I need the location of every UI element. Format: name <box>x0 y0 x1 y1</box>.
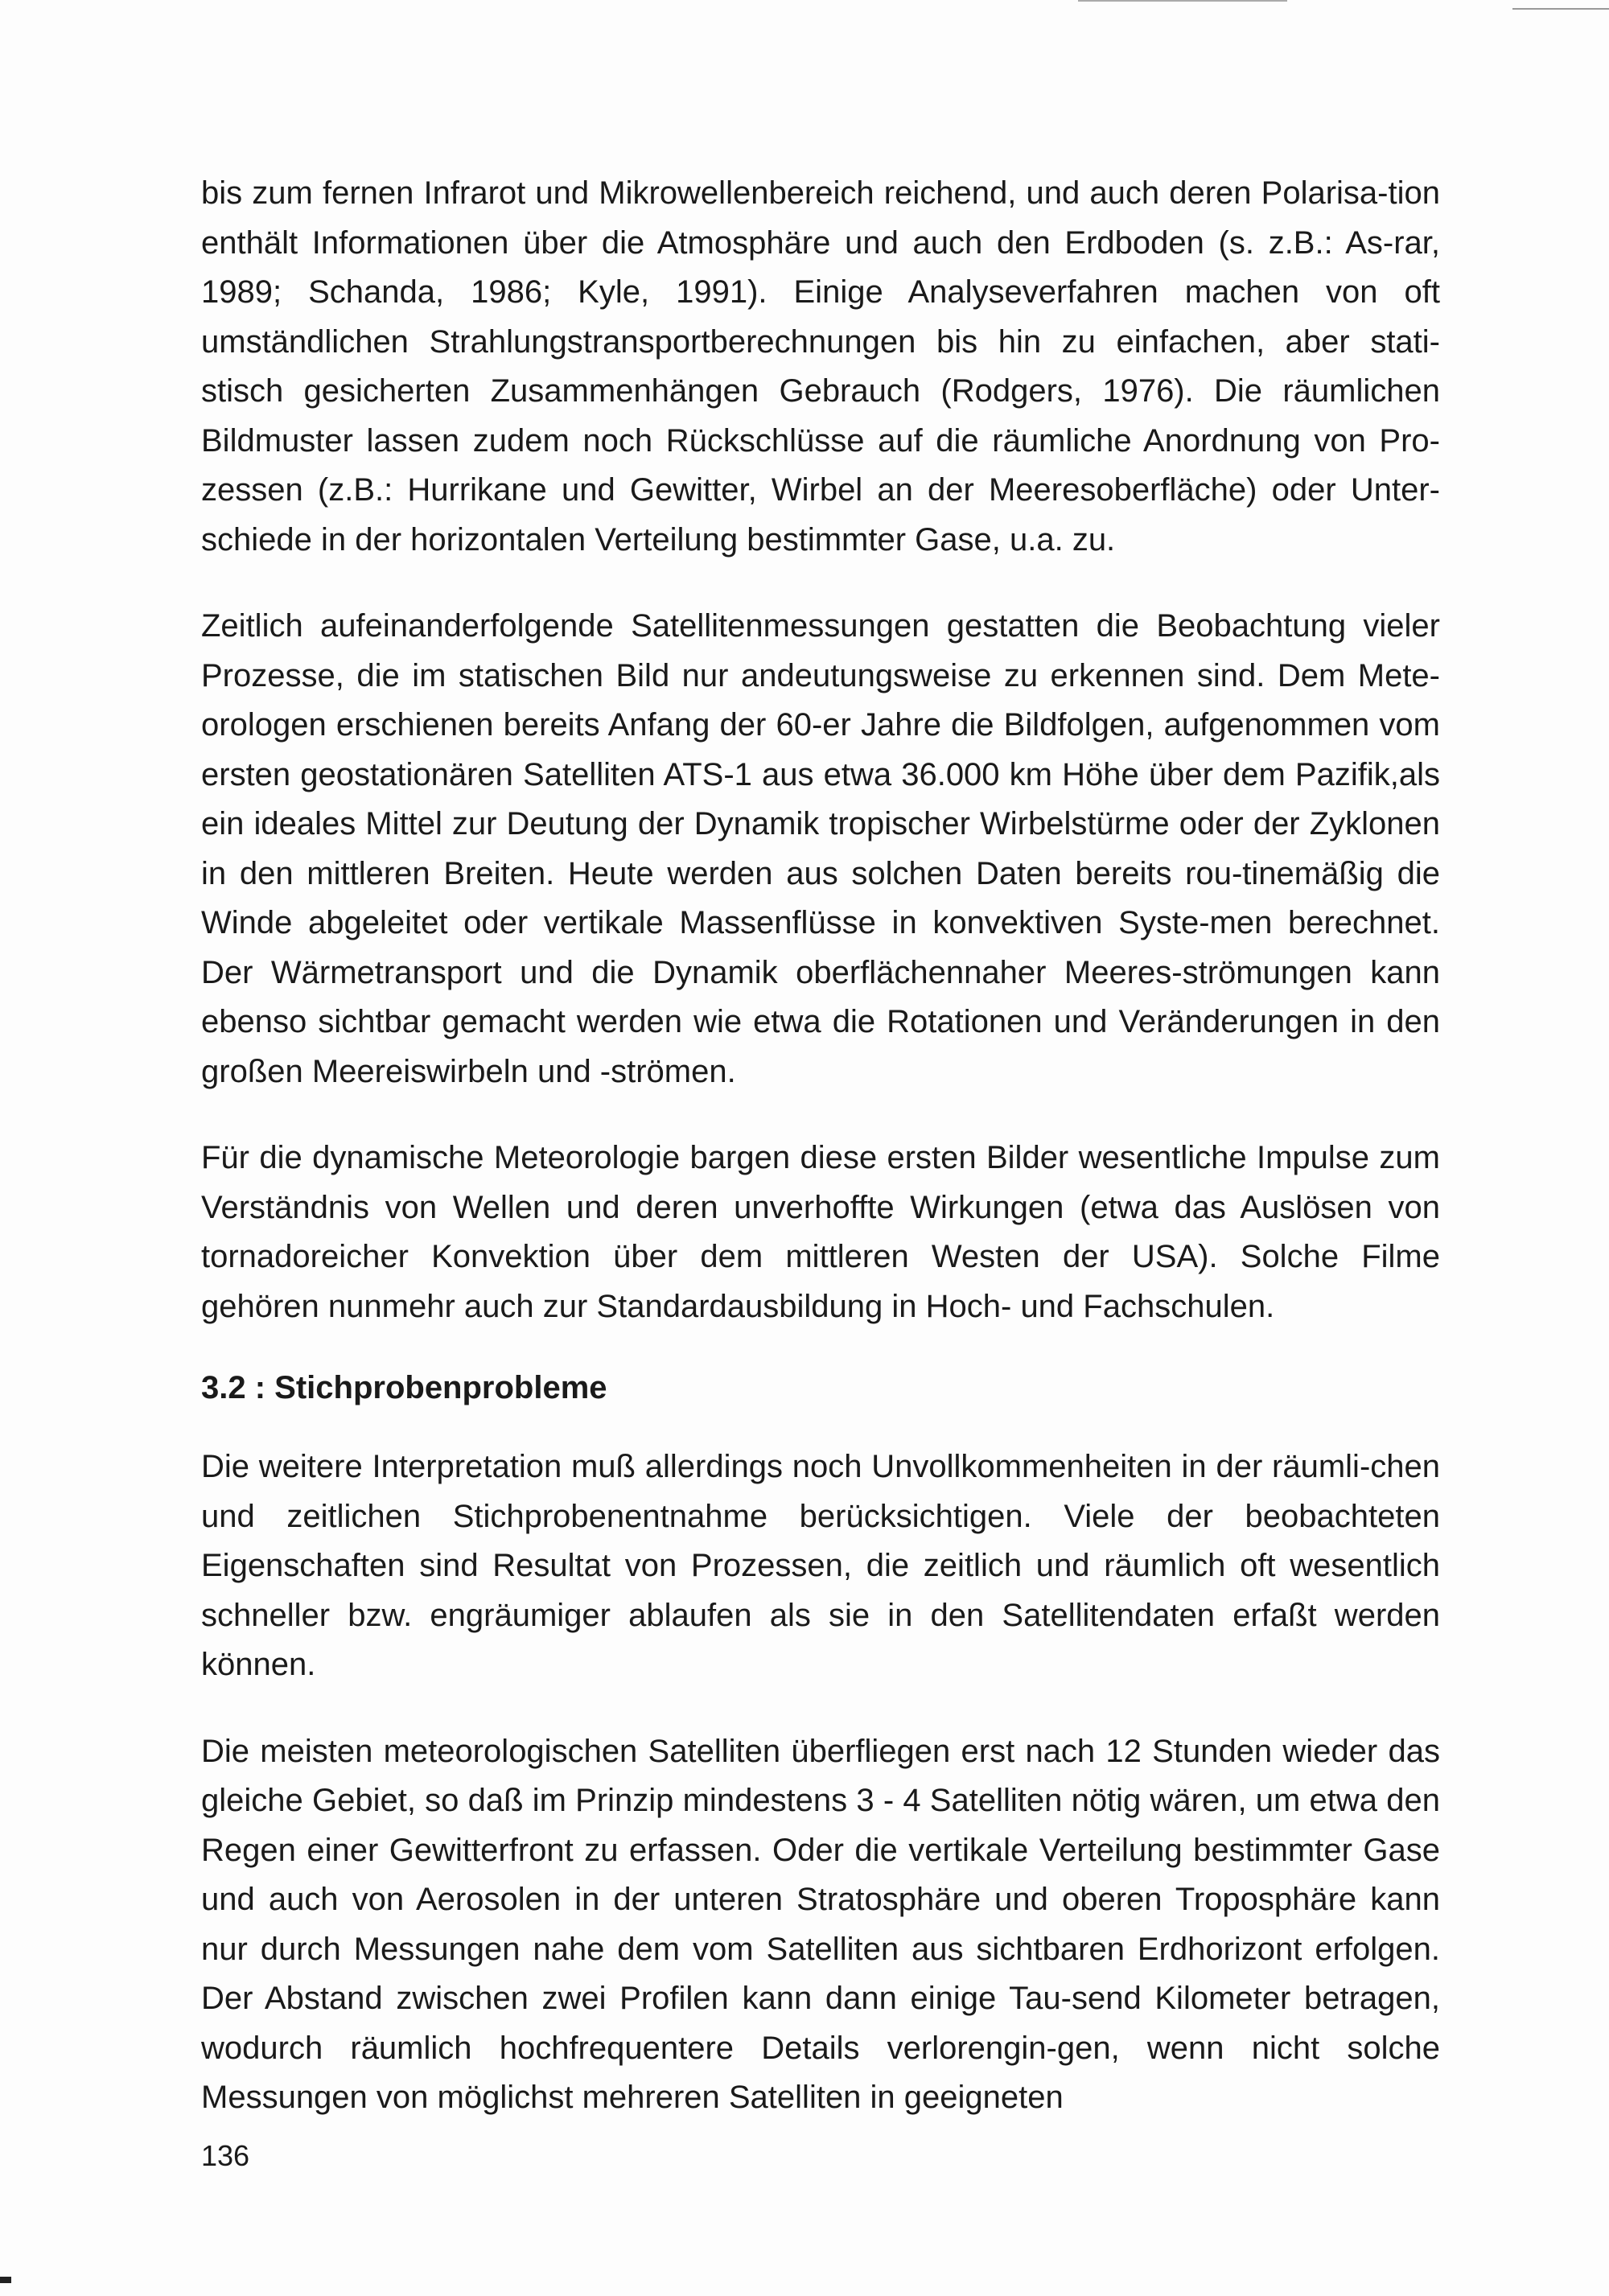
paragraph-3: Für die dynamische Meteorologie bargen diese ersten Bilder wesentliche Impulse zum Verständnis von Wellen und deren unverhoffte Wirkungen (etwa das Auslösen von tornadoreicher Konvektion über dem mittleren Westen der USA). Solche Filme gehören nunmehr auch zur Standardausbildung in Hoch- und Fachschulen. <box>201 1140 1440 1324</box>
scan-edge-mark-bottom-left <box>0 2277 11 2283</box>
paragraph-4: Die weitere Interpretation muß allerdings noch Unvollkommenheiten in der räumli-chen und zeitlichen Stichprobenentnahme berücksichtigen. Viele der beobachteten Eigenschaften sind Resultat von Prozessen, die zeitlich und räumlich oft wesentlich schneller bzw. engräumiger ablaufen als sie in den Satellitendaten erfaßt werden können. <box>201 1449 1440 1682</box>
paragraph-2: Zeitlich aufeinanderfolgende Satellitenmessungen gestatten die Beobachtung vieler Prozesse, die im statischen Bild nur andeutungsweise zu erkennen sind. Dem Mete-orologen erschienen bereits Anfang der 60-er Jahre die Bildfolgen, aufgenommen vom ersten geostationären Satelliten ATS-1 aus etwa 36.000 km Höhe über dem Pazifik,als ein ideales Mittel zur Deutung der Dynamik tropischer Wirbelstürme oder der Zyklonen in den mittleren Breiten. Heute werden aus solchen Daten bereits rou-tinemäßig die Winde abgeleitet oder vertikale Massenflüsse in konvektiven Syste-men berechnet. Der Wärmetransport und die Dynamik oberflächennaher Meeres-strömungen kann ebenso sichtbar gemacht werden wie etwa die Rotationen und Veränderungen in den großen Meereiswirbeln und -strömen. <box>201 608 1440 1089</box>
scan-edge-mark-top-right <box>1512 8 1609 10</box>
page-number: 136 <box>201 2139 250 2172</box>
section-heading: 3.2 : Stichprobenprobleme <box>201 1370 607 1405</box>
page-body <box>201 169 1440 2160</box>
paragraph-1: bis zum fernen Infrarot und Mikrowellenbereich reichend, und auch deren Polarisa-tion enthält Informationen über die Atmosphäre und auch den Erdboden (s. z.B.: As-rar, 1989; Schanda, 1986; Kyle, 1991). Einige Analyseverfahren machen von oft umständlichen Strahlungstransportberechnungen bis hin zu einfachen, aber stati-stisch gesicherten Zusammenhängen Gebrauch (Rodgers, 1976). Die räumlichen Bildmuster lassen zudem noch Rückschlüsse auf die räumliche Anordnung von Pro-zessen (z.B.: Hurrikane und Gewitter, Wirbel an der Meeresoberfläche) oder Unter-schiede in der horizontalen Verteilung bestimmter Gase, u.a. zu. <box>201 175 1440 558</box>
paragraph-5: Die meisten meteorologischen Satelliten überfliegen erst nach 12 Stunden wieder das gleiche Gebiet, so daß im Prinzip mindestens 3 - 4 Satelliten nötig wären, um etwa den Regen einer Gewitterfront zu erfassen. Oder die vertikale Verteilung bestimmter Gase und auch von Aerosolen in der unteren Stratosphäre und oberen Troposphäre kann nur durch Messungen nahe dem vom Satelliten aus sichtbaren Erdhorizont erfolgen. Der Abstand zwischen zwei Profilen kann dann einige Tau-send Kilometer betragen, wodurch räumlich hochfrequentere Details verlorengin-gen, wenn nicht solche Messungen von möglichst mehreren Satelliten in geeigneten <box>201 1733 1440 2115</box>
scan-edge-mark-top <box>1078 0 1287 2</box>
